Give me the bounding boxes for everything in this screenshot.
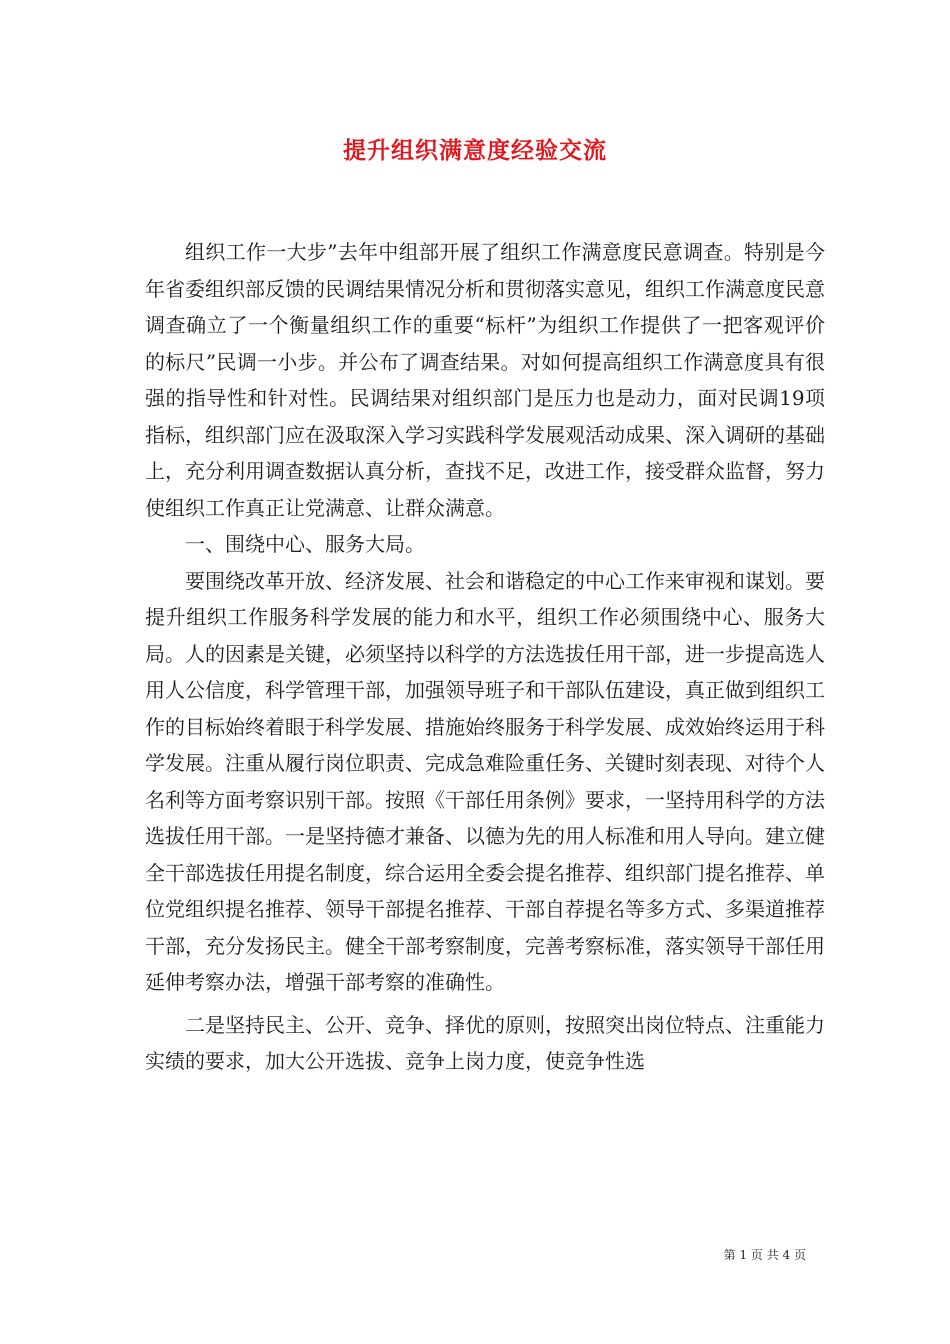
- document-title: 提升组织满意度经验交流: [343, 137, 607, 164]
- paragraph-section-1: 要围绕改革开放、经济发展、社会和谐稳定的中心工作来审视和谋划。要提升组织工作服务科学发展的能力和水平，组织工作必须围绕中心、服务大局。人的因素是关键，必须坚持以科学的方法选拔任用干部，进一步提高选人用人公信度，科学管理干部，加强领导班子和干部队伍建设，真正做到组织工作的目标始终着眼于科学发展、措施始终服务于科学发展、成效始终运用于科学发展。注重从履行岗位职责、完成急难险重任务、关键时刻表现、对待个人名利等方面考察识别干部。按照《干部任用条例》要求，一坚持用科学的方法选拔任用干部。一是坚持德才兼备、以德为先的用人标准和用人导向。建立健全干部选拔任用提名制度，综合运用全委会提名推荐、组织部门提名推荐、单位党组织提名推荐、领导干部提名推荐、干部自荐提名等多方式、多渠道推荐干部，充分发扬民主。健全干部考察制度，完善考察标准，落实领导干部任用延伸考察办法，增强干部考察的准确性。: [145, 568, 825, 994]
- paragraph-point-2: 二是坚持民主、公开、竞争、择优的原则，按照突出岗位特点、注重能力实绩的要求，加大公开选拔、竞争上岗力度，使竞争性选: [145, 1012, 825, 1073]
- page-number: 第 1 页 共 4 页: [723, 1248, 806, 1262]
- paragraph-intro: 组织工作一大步”去年中组部开展了组织工作满意度民意调查。特别是今年省委组织部反馈的民调结果情况分析和贯彻落实意见，组织工作满意度民意调查确立了一个衡量组织工作的重要“标杆”为组织工作提供了一把客观评价的标尺”民调一小步。并公布了调查结果。对如何提高组织工作满意度具有很强的指导性和针对性。民调结果对组织部门是压力也是动力，面对民调19项指标，组织部门应在汲取深入学习实践科学发展观活动成果、深入调研的基础上，充分利用调查数据认真分析，查找不足，改进工作，接受群众监督，努力使组织工作真正让党满意、让群众满意。: [145, 240, 825, 520]
- section-heading-1: 一、围绕中心、服务大局。: [185, 532, 425, 556]
- document-body: [145, 234, 825, 1080]
